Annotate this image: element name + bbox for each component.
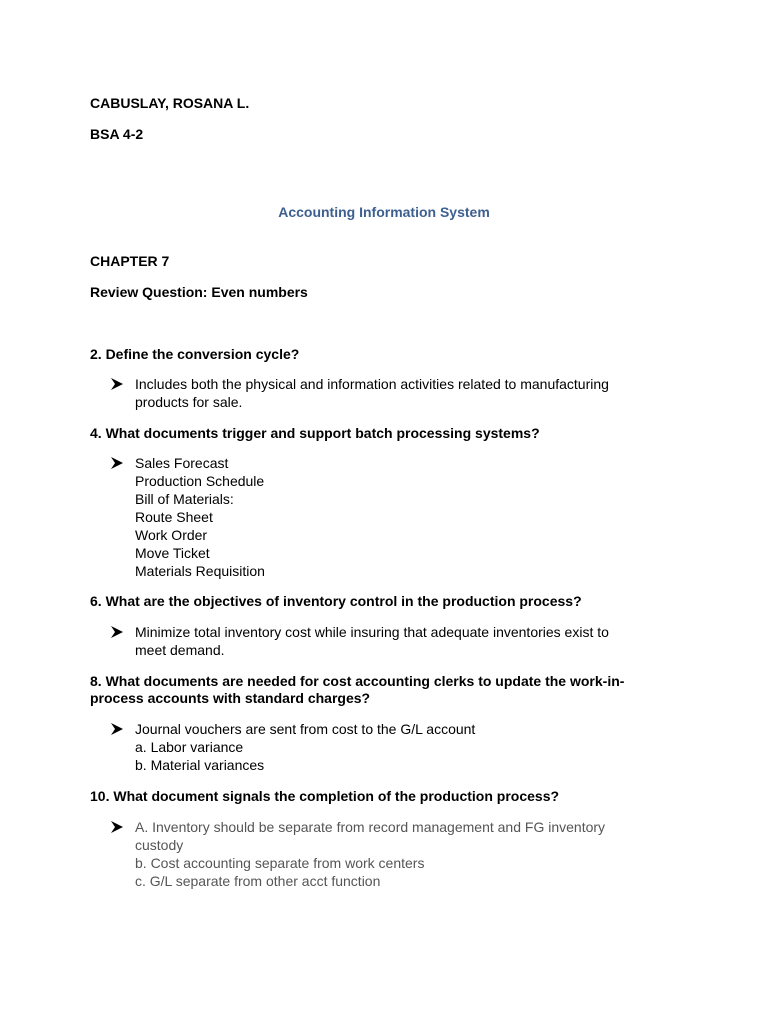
answer-line: Route Sheet	[135, 509, 213, 525]
arrow-bullet-icon	[110, 625, 124, 639]
answer-line: b. Material variances	[135, 757, 265, 773]
answer-line: Sales Forecast	[135, 455, 229, 471]
arrow-bullet-icon	[110, 377, 124, 391]
answer-line: Production Schedule	[135, 473, 265, 489]
arrow-bullet-icon	[110, 820, 124, 834]
review-subtitle: Review Question: Even numbers	[90, 284, 308, 300]
answer-line: b. Cost accounting separate from work centers	[135, 855, 425, 871]
question-2: 2. Define the conversion cycle?	[90, 346, 300, 362]
question-4: 4. What documents trigger and support batch processing systems?	[90, 425, 540, 441]
question-8-continued: process accounts with standard charges?	[90, 690, 371, 706]
answer-line: Move Ticket	[135, 545, 210, 561]
question-10: 10. What document signals the completion of the production process?	[90, 788, 560, 804]
answer-line: Materials Requisition	[135, 563, 265, 579]
answer-line: custody	[135, 837, 184, 853]
answer-line: a. Labor variance	[135, 739, 244, 755]
answer-line: products for sale.	[135, 394, 243, 410]
arrow-bullet-icon	[110, 456, 124, 470]
answer-line: meet demand.	[135, 642, 225, 658]
arrow-bullet-icon	[110, 722, 124, 736]
answer-line: Bill of Materials:	[135, 491, 234, 507]
answer-line: Journal vouchers are sent from cost to the G/L account	[135, 721, 476, 737]
answer-line: Work Order	[135, 527, 208, 543]
chapter-heading: CHAPTER 7	[90, 253, 170, 269]
student-name: CABUSLAY, ROSANA L.	[90, 95, 250, 111]
answer-line: c. G/L separate from other acct function	[135, 873, 381, 889]
question-6: 6. What are the objectives of inventory control in the production process?	[90, 593, 582, 609]
answer-line: Includes both the physical and information activities related to manufacturing	[135, 376, 609, 392]
answer-line: A. Inventory should be separate from record management and FG inventory	[135, 819, 606, 835]
answer-line: Minimize total inventory cost while insuring that adequate inventories exist to	[135, 624, 609, 640]
question-8: 8. What documents are needed for cost accounting clerks to update the work-in-	[90, 673, 625, 689]
document-title: Accounting Information System	[278, 204, 490, 220]
student-section: BSA 4-2	[90, 126, 144, 142]
